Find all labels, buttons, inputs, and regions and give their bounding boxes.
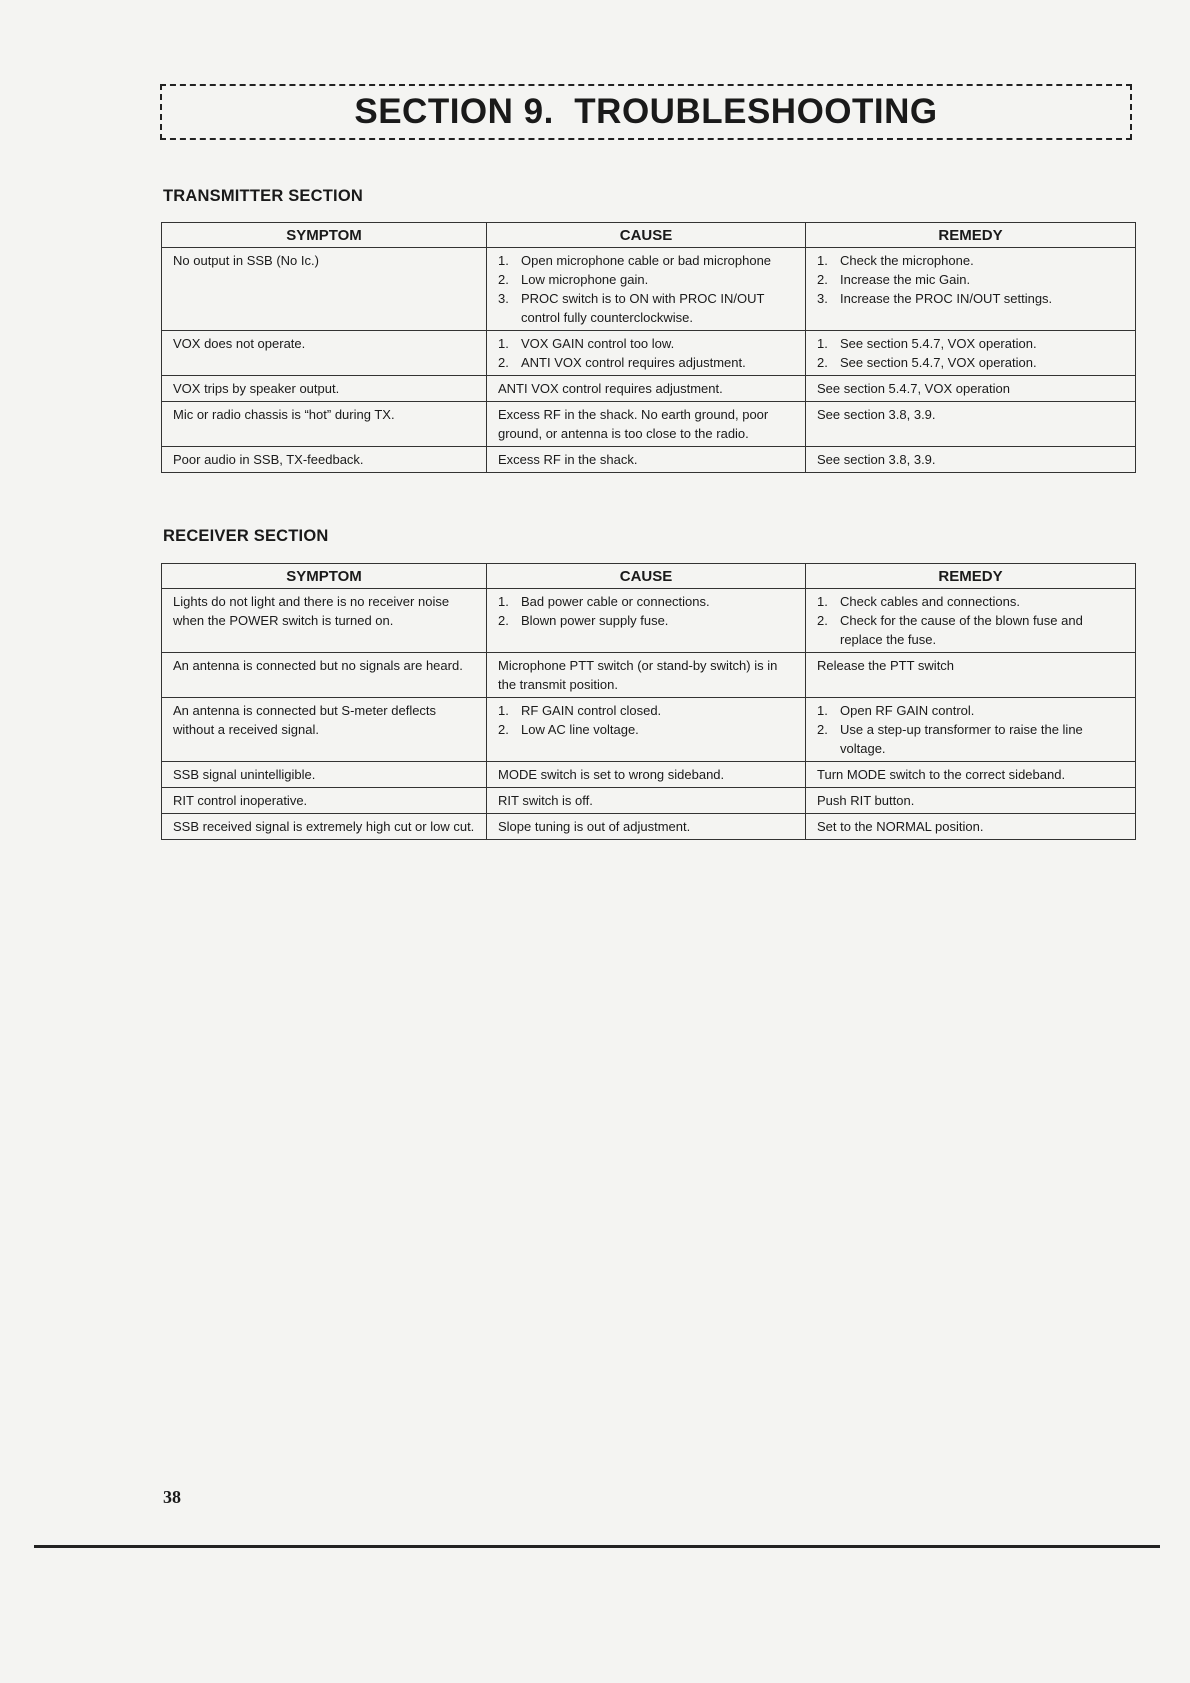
- cause-list: [498, 334, 797, 372]
- transmitter-troubleshooting-table: [161, 222, 1136, 473]
- list-item-number: 3.: [817, 291, 828, 306]
- table-row: [162, 698, 1136, 762]
- list-item-number: 1.: [817, 253, 828, 268]
- symptom-cell: SSB signal unintelligible.: [162, 762, 487, 788]
- list-item-text: PROC switch is to ON with PROC IN/OUT control fully counterclockwise.: [521, 291, 765, 325]
- remedy-cell: Release the PTT switch: [806, 653, 1136, 698]
- remedy-cell: See section 3.8, 3.9.: [806, 447, 1136, 473]
- list-item-number: 2.: [817, 272, 828, 287]
- cause-cell: MODE switch is set to wrong sideband.: [487, 762, 806, 788]
- section-title-box: [160, 84, 1132, 140]
- list-item: [817, 270, 1127, 289]
- remedy-cell: Turn MODE switch to the correct sideband.: [806, 762, 1136, 788]
- list-item-text: Open microphone cable or bad microphone: [521, 253, 772, 268]
- table-row: [162, 248, 1136, 331]
- list-item: [817, 334, 1127, 353]
- remedy-cell: [806, 331, 1136, 376]
- list-item-number: 2.: [498, 722, 509, 737]
- list-item-text: RF GAIN control closed.: [521, 703, 662, 718]
- table-row: [162, 589, 1136, 653]
- cause-cell: Slope tuning is out of adjustment.: [487, 814, 806, 840]
- transmitter-section-heading: TRANSMITTER SECTION: [163, 187, 363, 205]
- cause-cell: Microphone PTT switch (or stand-by switch) is in the transmit position.: [487, 653, 806, 698]
- remedy-cell: [806, 589, 1136, 653]
- list-item: [498, 353, 797, 372]
- symptom-cell: An antenna is connected but no signals are heard.: [162, 653, 487, 698]
- remedy-cell: Push RIT button.: [806, 788, 1136, 814]
- remedy-list: [817, 251, 1127, 308]
- list-item-number: 2.: [817, 613, 828, 628]
- receiver-troubleshooting-table: [161, 563, 1136, 840]
- list-item-text: Check for the cause of the blown fuse and replace the fuse.: [840, 613, 1083, 647]
- page-title: SECTION 9. TROUBLESHOOTING: [354, 92, 938, 131]
- cause-list: [498, 701, 797, 739]
- list-item: [498, 592, 797, 611]
- remedy-column-header: REMEDY: [806, 223, 1136, 248]
- transmitter-table-body: [162, 248, 1136, 473]
- list-item-text: Use a step-up transformer to raise the line voltage.: [840, 722, 1083, 756]
- list-item-text: Check the microphone.: [840, 253, 974, 268]
- list-item-number: 2.: [498, 613, 509, 628]
- table-header-row: [162, 223, 1136, 248]
- list-item: [817, 251, 1127, 270]
- cause-cell: Excess RF in the shack.: [487, 447, 806, 473]
- symptom-column-header: SYMPTOM: [162, 223, 487, 248]
- table-row: [162, 788, 1136, 814]
- cause-list: [498, 592, 797, 630]
- list-item: [817, 701, 1127, 720]
- remedy-cell: Set to the NORMAL position.: [806, 814, 1136, 840]
- list-item-text: See section 5.4.7, VOX operation.: [840, 336, 1037, 351]
- cause-cell: Excess RF in the shack. No earth ground, poor ground, or antenna is too close to the radio.: [487, 402, 806, 447]
- cause-cell: [487, 331, 806, 376]
- list-item-text: See section 5.4.7, VOX operation.: [840, 355, 1037, 370]
- list-item: [817, 353, 1127, 372]
- list-item-number: 1.: [498, 594, 509, 609]
- list-item: [817, 611, 1127, 649]
- cause-cell: [487, 698, 806, 762]
- list-item-text: VOX GAIN control too low.: [521, 336, 675, 351]
- list-item-text: Low microphone gain.: [521, 272, 649, 287]
- list-item-text: Bad power cable or connections.: [521, 594, 710, 609]
- list-item: [498, 334, 797, 353]
- table-row: [162, 402, 1136, 447]
- list-item-number: 2.: [817, 722, 828, 737]
- cause-cell: ANTI VOX control requires adjustment.: [487, 376, 806, 402]
- list-item-number: 2.: [817, 355, 828, 370]
- page-number: 38: [163, 1487, 181, 1507]
- cause-cell: [487, 589, 806, 653]
- cause-cell: [487, 248, 806, 331]
- remedy-cell: See section 5.4.7, VOX operation: [806, 376, 1136, 402]
- footer-rule: [34, 1545, 1160, 1548]
- symptom-cell: Mic or radio chassis is “hot” during TX.: [162, 402, 487, 447]
- receiver-table-body: [162, 589, 1136, 840]
- list-item-number: 1.: [498, 703, 509, 718]
- table-row: [162, 447, 1136, 473]
- list-item-text: Low AC line voltage.: [521, 722, 639, 737]
- symptom-cell: Poor audio in SSB, TX-feedback.: [162, 447, 487, 473]
- symptom-cell: No output in SSB (No Ic.): [162, 248, 487, 331]
- remedy-list: [817, 701, 1127, 758]
- list-item-number: 1.: [498, 336, 509, 351]
- list-item-text: ANTI VOX control requires adjustment.: [521, 355, 746, 370]
- list-item-number: 1.: [817, 594, 828, 609]
- list-item: [498, 270, 797, 289]
- remedy-cell: See section 3.8, 3.9.: [806, 402, 1136, 447]
- list-item: [498, 720, 797, 739]
- table-row: [162, 331, 1136, 376]
- list-item-text: Open RF GAIN control.: [840, 703, 975, 718]
- list-item-number: 1.: [817, 336, 828, 351]
- table-row: [162, 653, 1136, 698]
- list-item-text: Check cables and connections.: [840, 594, 1020, 609]
- cause-list: [498, 251, 797, 327]
- symptom-cell: SSB received signal is extremely high cut or low cut.: [162, 814, 487, 840]
- list-item-number: 1.: [498, 253, 509, 268]
- list-item: [498, 251, 797, 270]
- list-item: [498, 611, 797, 630]
- list-item-text: Increase the PROC IN/OUT settings.: [840, 291, 1053, 306]
- remedy-list: [817, 592, 1127, 649]
- list-item: [817, 289, 1127, 308]
- list-item: [498, 289, 797, 327]
- table-row: [162, 376, 1136, 402]
- table-header-row: [162, 564, 1136, 589]
- list-item-number: 3.: [498, 291, 509, 306]
- symptom-cell: Lights do not light and there is no receiver noise when the POWER switch is turned on.: [162, 589, 487, 653]
- symptom-cell: RIT control inoperative.: [162, 788, 487, 814]
- cause-column-header: CAUSE: [487, 564, 806, 589]
- list-item-number: 2.: [498, 355, 509, 370]
- list-item-number: 2.: [498, 272, 509, 287]
- symptom-column-header: SYMPTOM: [162, 564, 487, 589]
- remedy-list: [817, 334, 1127, 372]
- symptom-cell: An antenna is connected but S-meter deflects without a received signal.: [162, 698, 487, 762]
- receiver-section-heading: RECEIVER SECTION: [163, 527, 329, 545]
- list-item-text: Blown power supply fuse.: [521, 613, 669, 628]
- remedy-column-header: REMEDY: [806, 564, 1136, 589]
- symptom-cell: VOX does not operate.: [162, 331, 487, 376]
- list-item-number: 1.: [817, 703, 828, 718]
- remedy-cell: [806, 248, 1136, 331]
- symptom-cell: VOX trips by speaker output.: [162, 376, 487, 402]
- table-row: [162, 762, 1136, 788]
- cause-cell: RIT switch is off.: [487, 788, 806, 814]
- list-item: [817, 592, 1127, 611]
- list-item: [498, 701, 797, 720]
- table-row: [162, 814, 1136, 840]
- cause-column-header: CAUSE: [487, 223, 806, 248]
- list-item-text: Increase the mic Gain.: [840, 272, 971, 287]
- list-item: [817, 720, 1127, 758]
- remedy-cell: [806, 698, 1136, 762]
